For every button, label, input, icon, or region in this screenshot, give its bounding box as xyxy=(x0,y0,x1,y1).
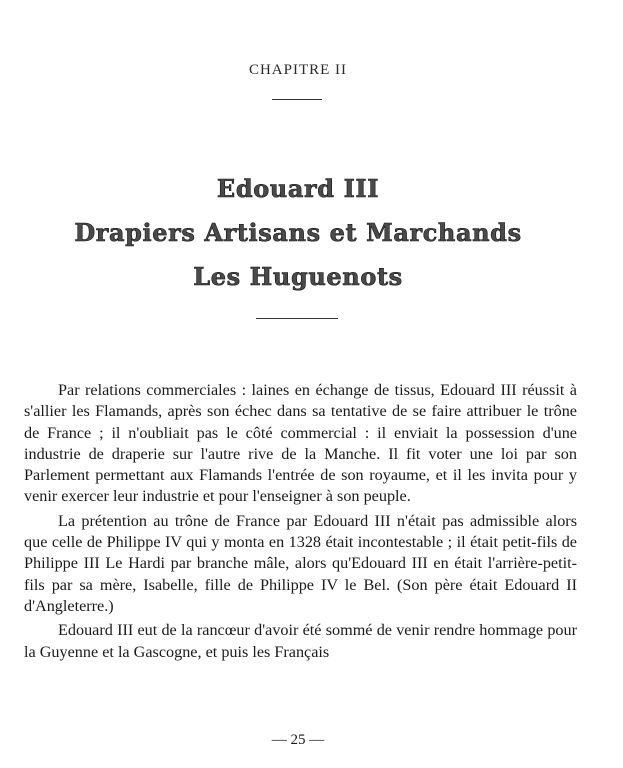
paragraph-3: Edouard III eut de la rancœur d'avoir été sommé de venir rendre hommage pour la Guyenne et la Gascogne, et puis les Français xyxy=(24,621,577,661)
body-text xyxy=(24,380,577,666)
paragraph-1: Par relations commerciales : laines en échange de tissus, Edouard III réussit à s'allier les Flamands, après son échec dans sa tentative de se faire attribuer le trône de France ; il n'oubliait pas le côté commercial : il enviait la possession d'une industrie de draperie sur l'autre rive de la Manche. Il fit voter une loi par son Parlement permettant aux Flamands l'entrée de son royaume, et il les invita pour y venir exercer leur industrie et pour l'enseigner à son peuple. xyxy=(24,381,577,506)
title-line-1: Edouard III xyxy=(216,174,380,203)
chapter-label: CHAPITRE II xyxy=(248,62,348,78)
paragraph-2: La prétention au trône de France par Edouard III n'était pas admissible alors que celle de Philippe IV qui y monta en 1328 était incontestable ; il était petit-fils de Philippe III Le Hardi par branche mâle, alors qu'Edouard III en était l'arrière-petit-fils par sa mère, Isabelle, fille de Philippe IV le Bel. (Son père était Edouard II d'Angleterre.) xyxy=(24,511,577,615)
title-divider xyxy=(256,318,338,319)
title-line-2: Drapiers Artisans et Marchands xyxy=(74,218,522,247)
chapter-divider xyxy=(272,99,322,100)
title-line-3: Les Huguenots xyxy=(193,262,403,291)
page-number: — 25 — xyxy=(271,732,325,748)
